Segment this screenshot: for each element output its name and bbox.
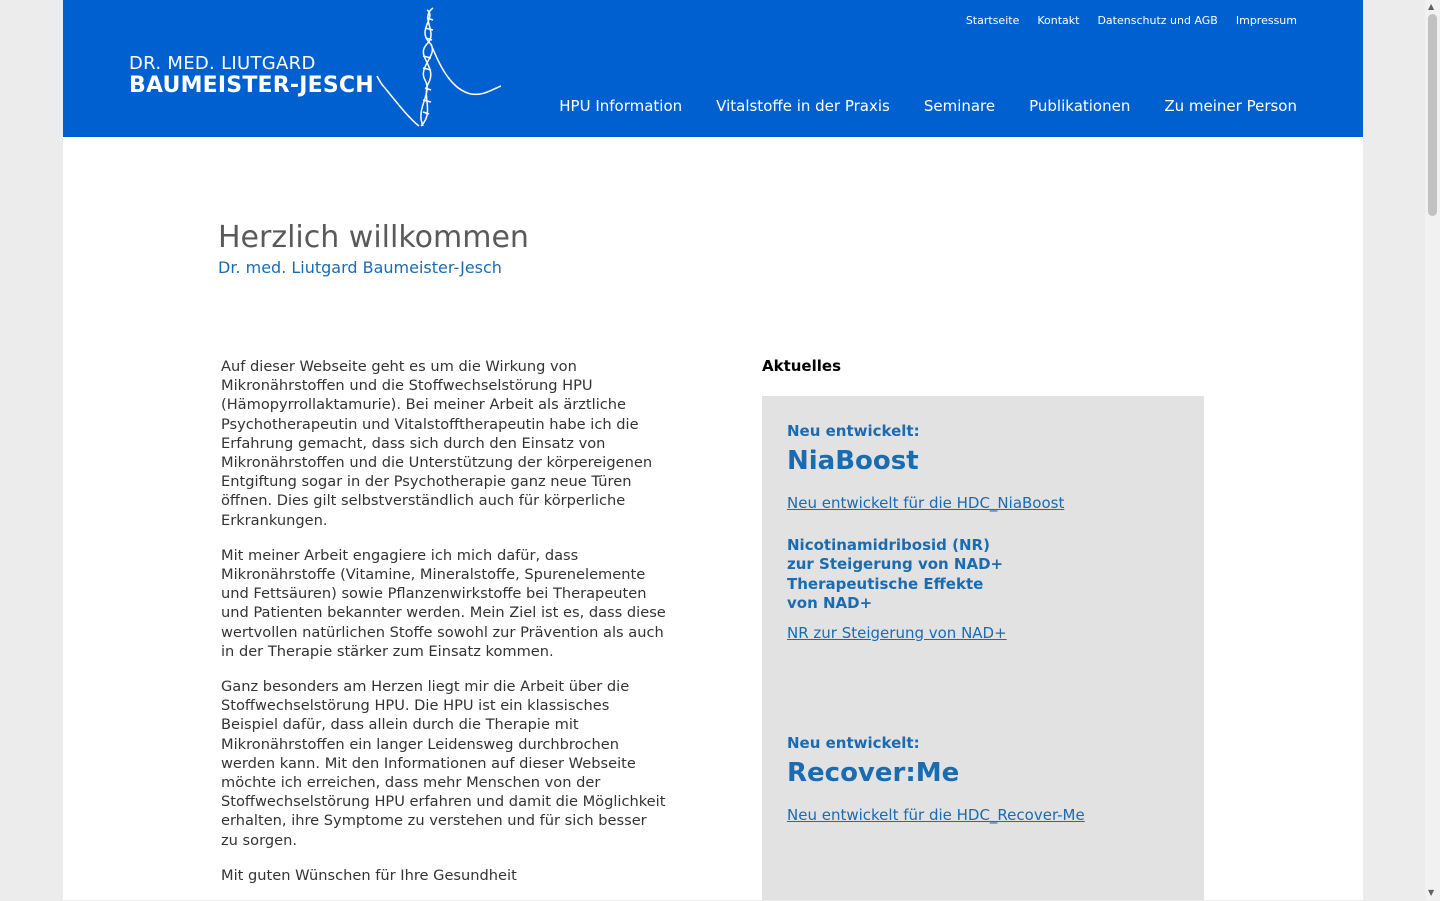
logo-line1: DR. MED. LIUTGARD (129, 53, 316, 74)
news-title: NiaBoost (787, 446, 919, 476)
news-link-recoverme[interactable]: Neu entwickelt für die HDC_Recover-Me (787, 806, 1085, 824)
news-link-nad[interactable]: NR zur Steigerung von NAD+ (787, 623, 1007, 642)
main-nav-seminare[interactable]: Seminare (923, 97, 996, 115)
news-kicker: Neu entwickelt: (787, 422, 920, 440)
site-header (63, 0, 1363, 137)
top-nav-datenschutz[interactable]: Datenschutz und AGB (1097, 14, 1218, 27)
main-nav-hpu-information[interactable]: HPU Information (559, 97, 683, 115)
intro-paragraph-3: Ganz besonders am Herzen liegt mir die Arbeit über die Stoffwechselstörung HPU. Die HPU ist ein klassisches Beispiel dafür, dass allein durch die Therapie mit Mikronährstoffen ein langer Leidensweg durchbrochen werden kann. Mit den Informationen auf dieser Webseite möchte ich erreichen, dass mehr Menschen von der Stoffwechselstörung HPU erfahren und damit die Möglichkeit erhalten, ihre Symptome zu verstehen und für sich besser zu sorgen. (221, 678, 666, 849)
news-subheading: Nicotinamidribosid (NR) zur Steigerung von NAD+ Therapeutische Effekte von NAD+ (787, 536, 1004, 613)
dna-helix-icon (371, 4, 503, 132)
top-nav-startseite[interactable]: Startseite (965, 14, 1020, 27)
news-heading: Aktuelles (762, 357, 841, 375)
main-nav-publikationen[interactable]: Publikationen (1029, 97, 1131, 115)
top-nav (966, 14, 1297, 27)
main-nav-zu-meiner-person[interactable]: Zu meiner Person (1164, 97, 1297, 115)
main-nav (559, 97, 1297, 115)
news-item-recoverme (787, 734, 1085, 824)
page-title: Herzlich willkommen (218, 220, 529, 255)
intro-paragraph-2: Mit meiner Arbeit engagiere ich mich dafür, dass Mikronährstoffe (Vitamine, Mineralstoffe, Spurenelemente und Fettsäuren) sowie Pflanzenwirkstoffe bei Therapeuten und Patienten bekannter werden. Mein Ziel ist es, dass diese wertvollen natürlichen Stoffe sowohl zur Prävention als auch in der Therapie stärker zum Einsatz kommen. (221, 546, 666, 660)
intro-text (221, 357, 666, 901)
page-scrollbar[interactable] (1425, 0, 1440, 900)
intro-paragraph-1: Auf dieser Webseite geht es um die Wirkung von Mikronährstoffen und die Stoffwechselstörung HPU (Hämopyrrollaktamurie). Bei meiner Arbeit als ärztliche Psychotherapeutin und Vitalstofftherapeutin habe ich die Erfahrung gemacht, dass sich durch den Einsatz von Mikronährstoffen und die Unterstützung der körpereigenen Entgiftung sogar in der Psychotherapie ganz neue Türen öffnen. Dies gilt selbstverständlich auch für körperliche Erkrankungen. (221, 358, 653, 529)
news-link-niaboost[interactable]: Neu entwickelt für die HDC_NiaBoost (787, 494, 1065, 512)
page (63, 0, 1363, 900)
scroll-up-arrow-icon[interactable]: ▲ (1428, 2, 1435, 11)
scroll-down-arrow-icon[interactable]: ▼ (1428, 888, 1435, 897)
news-kicker: Neu entwickelt: (787, 734, 920, 752)
top-nav-impressum[interactable]: Impressum (1235, 14, 1297, 27)
logo-line2: BAUMEISTER-JESCH (129, 73, 374, 98)
logo-text (129, 54, 374, 98)
news-box (762, 396, 1204, 900)
page-subtitle: Dr. med. Liutgard Baumeister-Jesch (218, 258, 502, 277)
main-nav-vitalstoffe[interactable]: Vitalstoffe in der Praxis (716, 97, 890, 115)
intro-closing: Mit guten Wünschen für Ihre Gesundheit (221, 866, 517, 884)
news-item-niaboost (787, 422, 1064, 642)
scrollbar-thumb[interactable] (1428, 14, 1437, 216)
news-title: Recover:Me (787, 758, 960, 788)
top-nav-kontakt[interactable]: Kontakt (1037, 14, 1080, 27)
